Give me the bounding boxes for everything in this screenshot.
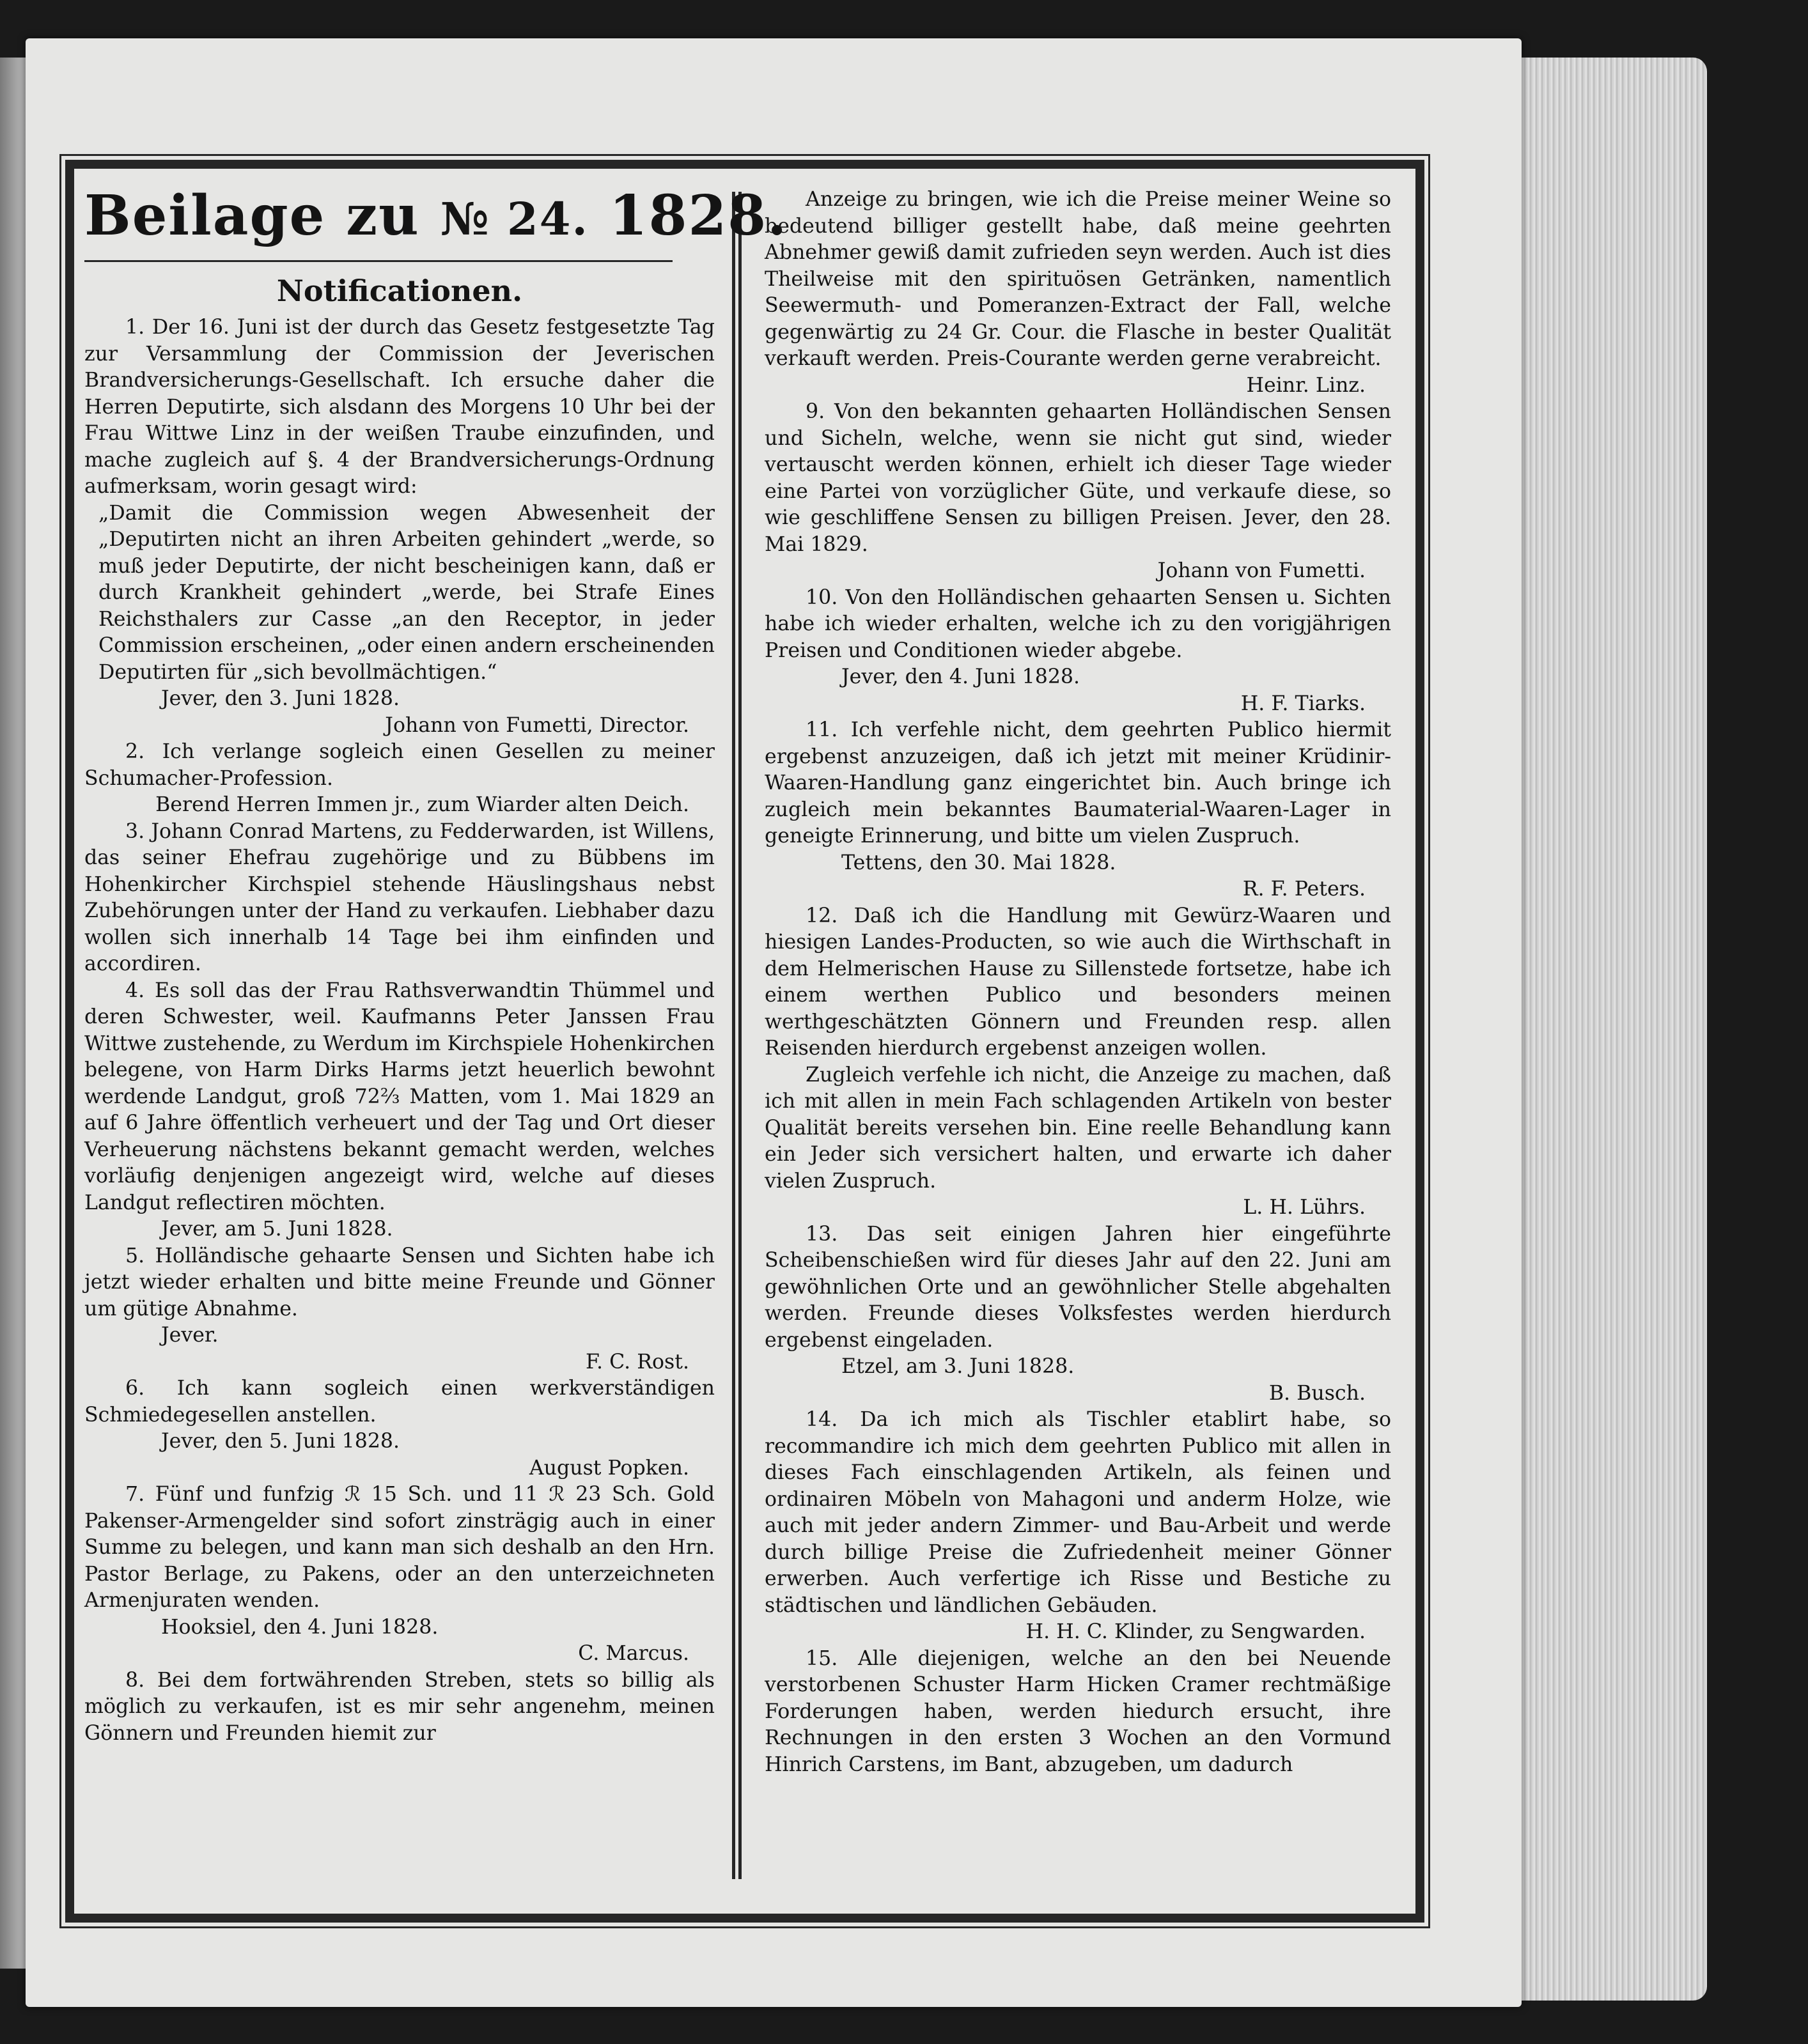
notice — [84, 819, 715, 978]
column-divider — [732, 192, 735, 1879]
notice-text: 8. Bei dem fortwährenden Streben, stets so billig als möglich zu verkaufen, ist es mir sehr angenehm, meinen Gönnern und Freunden hiemit zur — [84, 1668, 715, 1745]
newspaper-page — [26, 38, 1522, 2007]
notice-text: 1. Der 16. Juni ist der durch das Gesetz festgesetzte Tag zur Versammlung der Commission der Jeverischen Brandversicherungs-Gesellschaft. Ich ersuche daher die Herren Deputirte, sich alsdann des Morgens 10 Uhr bei der Frau Wittwe Linz in der weißen Traube einzufinden, und mache zugleich auf §. 4 der Brandversicherungs-Ordnung aufmerksam, worin gesagt wird: — [84, 316, 715, 498]
notice-signature: B. Busch. — [1268, 1381, 1366, 1405]
notice — [84, 1482, 715, 1668]
notice-signature: August Popken. — [529, 1456, 689, 1480]
notice — [84, 314, 715, 739]
section-heading: Notificationen. — [276, 274, 523, 308]
masthead-prefix: Beilage zu — [84, 183, 420, 248]
notice-signature: H. F. Tiarks. — [1240, 692, 1366, 715]
notice-text: 7. Fünf und funfzig ℛ 15 Sch. und 11 ℛ 23 Sch. Gold Pakenser-Armengelder sind sofort zinsträgig auch in einer Summe zu belegen, und kann man sich deshalb an den Hrn. Pastor Berlage, zu Pakens, oder an den unterzeichneten Armenjuraten wenden. — [84, 1483, 715, 1612]
notice-text: 6. Ich kann sogleich einen werkverständigen Schmiedegesellen anstellen. — [84, 1377, 715, 1427]
issue-number: № 24. — [440, 192, 589, 245]
notice-text: 10. Von den Holländischen gehaarten Sensen u. Sichten habe ich wieder erhalten, welche ich zu den vorigjährigen Preisen und Conditionen wieder abgebe. — [765, 585, 1391, 662]
notice-text: 2. Ich verlange sogleich einen Gesellen zu meiner Schumacher-Profession. — [84, 740, 715, 790]
notice-text: 15. Alle diejenigen, welche an den bei Neuende verstorbenen Schuster Harm Hicken Cramer rechtmäßige Forderungen haben, werden hiedurch ersucht, ihre Rechnungen in den ersten 3 Wochen an den Vormund Hinrich Carstens, im Bant, abzugeben, um dadurch — [765, 1646, 1391, 1776]
notice-signature: F. C. Rost. — [586, 1350, 689, 1374]
right-column — [765, 187, 1391, 1778]
notice-signature: Berend Herren Immen jr., zum Wiarder alten Deich. — [155, 793, 689, 816]
notice-place-date: Jever. — [161, 1324, 219, 1347]
notice-text: 11. Ich verfehle nicht, dem geehrten Publico hiermit ergebenst anzuzeigen, daß ich jetzt mit meiner Krüdinir-Waaren-Handlung ganz eingerichtet bin. Auch bringe ich zugleich mein bekanntes Baumaterial-Waaren-Lager in geneigte Erinnerung, und bitte um vielen Zuspruch. — [765, 718, 1391, 848]
masthead — [84, 183, 788, 262]
masthead-year: 1828. — [609, 183, 788, 248]
notice-place-date: Etzel, am 3. Juni 1828. — [841, 1355, 1075, 1378]
notice-signature: R. F. Peters. — [1242, 878, 1366, 901]
notice — [765, 717, 1391, 903]
notice — [84, 1375, 715, 1482]
right-notices — [765, 187, 1391, 1778]
notice-place-date: Hooksiel, den 4. Juni 1828. — [161, 1615, 439, 1639]
notice — [765, 1221, 1391, 1407]
notice — [765, 399, 1391, 585]
notice-place-date: Jever, den 3. Juni 1828. — [161, 687, 400, 710]
left-column — [84, 183, 788, 1747]
notice-place-date: Jever, am 5. Juni 1828. — [161, 1218, 393, 1241]
notice-signature: C. Marcus. — [578, 1642, 689, 1665]
notice — [765, 1646, 1391, 1779]
notice-place-date: Jever, den 4. Juni 1828. — [841, 665, 1080, 688]
notice — [765, 1407, 1391, 1646]
notice-text: 5. Holländische gehaarte Sensen und Sichten habe ich jetzt wieder erhalten und bitte meine Freunde und Gönner um gütige Abnahme. — [84, 1244, 715, 1320]
notice-signature: Johann von Fumetti, Director. — [385, 713, 689, 737]
notice — [84, 1243, 715, 1376]
notice — [84, 978, 715, 1243]
notice-text: 12. Daß ich die Handlung mit Gewürz-Waaren und hiesigen Landes-Producten, so wie auch die Wirthschaft in dem Helmerischen Hause zu Sillenstede fortsetze, habe ich einem werthen Publico und besonders meinen werthgeschätzten Gönnern und Freunden resp. allen Reisenden hierdurch ergebenst anzeigen wollen. — [765, 904, 1391, 1060]
notice — [84, 739, 715, 819]
notice-signature: H. H. C. Klinder, zu Sengwarden. — [1025, 1620, 1366, 1643]
left-notices — [84, 314, 715, 1747]
notice — [765, 903, 1391, 1221]
notice — [765, 187, 1391, 399]
notice-quote: „Damit die Commission wegen Abwesenheit der „Deputirten nicht an ihren Arbeiten gehindert „werde, so muß jeder Deputirte, der nicht bescheinigen kann, daß er durch Krankheit gehindert „werde, bei Strafe Eines Reichsthalers zur Casse „an den Receptor, in jeder Commission erscheinen, „oder einen andern erscheinenden Deputirten für „sich bevollmächtigen.“ — [98, 501, 715, 684]
notice — [765, 585, 1391, 718]
notice-place-date: Tettens, den 30. Mai 1828. — [841, 851, 1116, 874]
book-page-edges — [1515, 58, 1707, 2001]
notice-text: Zugleich verfehle ich nicht, die Anzeige zu machen, daß ich mit allen in mein Fach schlagenden Artikeln von bester Qualität bereits versehen bin. Eine reelle Behandlung kann ein Jeder sich versichert halten, und erwarte ich daher vielen Zuspruch. — [765, 1063, 1391, 1193]
notice-text: 3. Johann Conrad Martens, zu Fedderwarden, ist Willens, das seiner Ehefrau zugehörige und zu Bübbens im Hohenkircher Kirchspiel stehende Häuslingshaus nebst Zubehörungen unter der Hand zu verkaufen. Liebhaber dazu wollen sich innerhalb 14 Tage bei ihm einfinden und accordiren. — [84, 819, 715, 975]
notice-text: Anzeige zu bringen, wie ich die Preise meiner Weine so bedeutend billiger gestellt habe, daß meine geehrten Abnehmer gewiß damit zufrieden seyn werden. Auch ist dies Theilweise mit den spirituösen Getränken, namentlich Seewermuth- und Pomeranzen-Extract der Fall, welche gegenwärtig zu 24 Gr. Cour. die Flasche in bester Qualität verkauft werden. Preis-Courante werden gerne verabreicht. — [765, 188, 1391, 370]
notice-signature: L. H. Lührs. — [1243, 1196, 1366, 1219]
notice-text: 14. Da ich mich als Tischler etablirt habe, so recommandire ich mich dem geehrten Publico mit allen in dieses Fach einschlagenden Artikeln, als feinen und ordinairen Möbeln von Mahagoni und anderm Holze, wie auch mit jeder andern Zimmer- und Bau-Arbeit und werde durch billige Preise die Zufriedenheit meiner Gönner erwerben. Auch verfertige ich Risse und Bestiche zu städtischen und ländlichen Gebäuden. — [765, 1408, 1391, 1617]
notice-signature: Johann von Fumetti. — [1157, 559, 1366, 582]
notice-place-date: Jever, den 5. Juni 1828. — [161, 1430, 400, 1453]
notice-text: 9. Von den bekannten gehaarten Holländischen Sensen und Sicheln, welche, wenn sie nicht gut sind, wieder vertauscht werden können, erhielt ich dieser Tage wieder eine Partei von vorzüglicher Güte, und verkaufe diese, so wie geschliffene Sensen zu billigen Preisen. Jever, den 28. Mai 1829. — [765, 400, 1391, 556]
notice — [84, 1668, 715, 1747]
notice-text: 13. Das seit einigen Jahren hier eingeführte Scheibenschießen wird für dieses Jahr auf den 22. Juni am gewöhnlichen Orte und an gewöhnlicher Stelle abgehalten werden. Freunde dieses Volksfestes werden hierdurch ergebenst eingeladen. — [765, 1222, 1391, 1352]
notice-text: 4. Es soll das der Frau Rathsverwandtin Thümmel und deren Schwester, weil. Kaufmanns Peter Janssen Frau Wittwe zustehende, zu Werdum im Kirchspiele Hohenkirchen belegene, von Harm Dirks Harms jetzt heuerlich bewohnt werdende Landgut, groß 72⅔ Matten, vom 1. Mai 1829 an auf 6 Jahre öffentlich verheuert und der Tag und Ort dieser Verheuerung nächstens bekannt gemacht werden, welches vorläufig denjenigen angezeigt wird, welche auf dieses Landgut reflectiren möchten. — [84, 979, 715, 1214]
notice-signature: Heinr. Linz. — [1246, 373, 1366, 397]
